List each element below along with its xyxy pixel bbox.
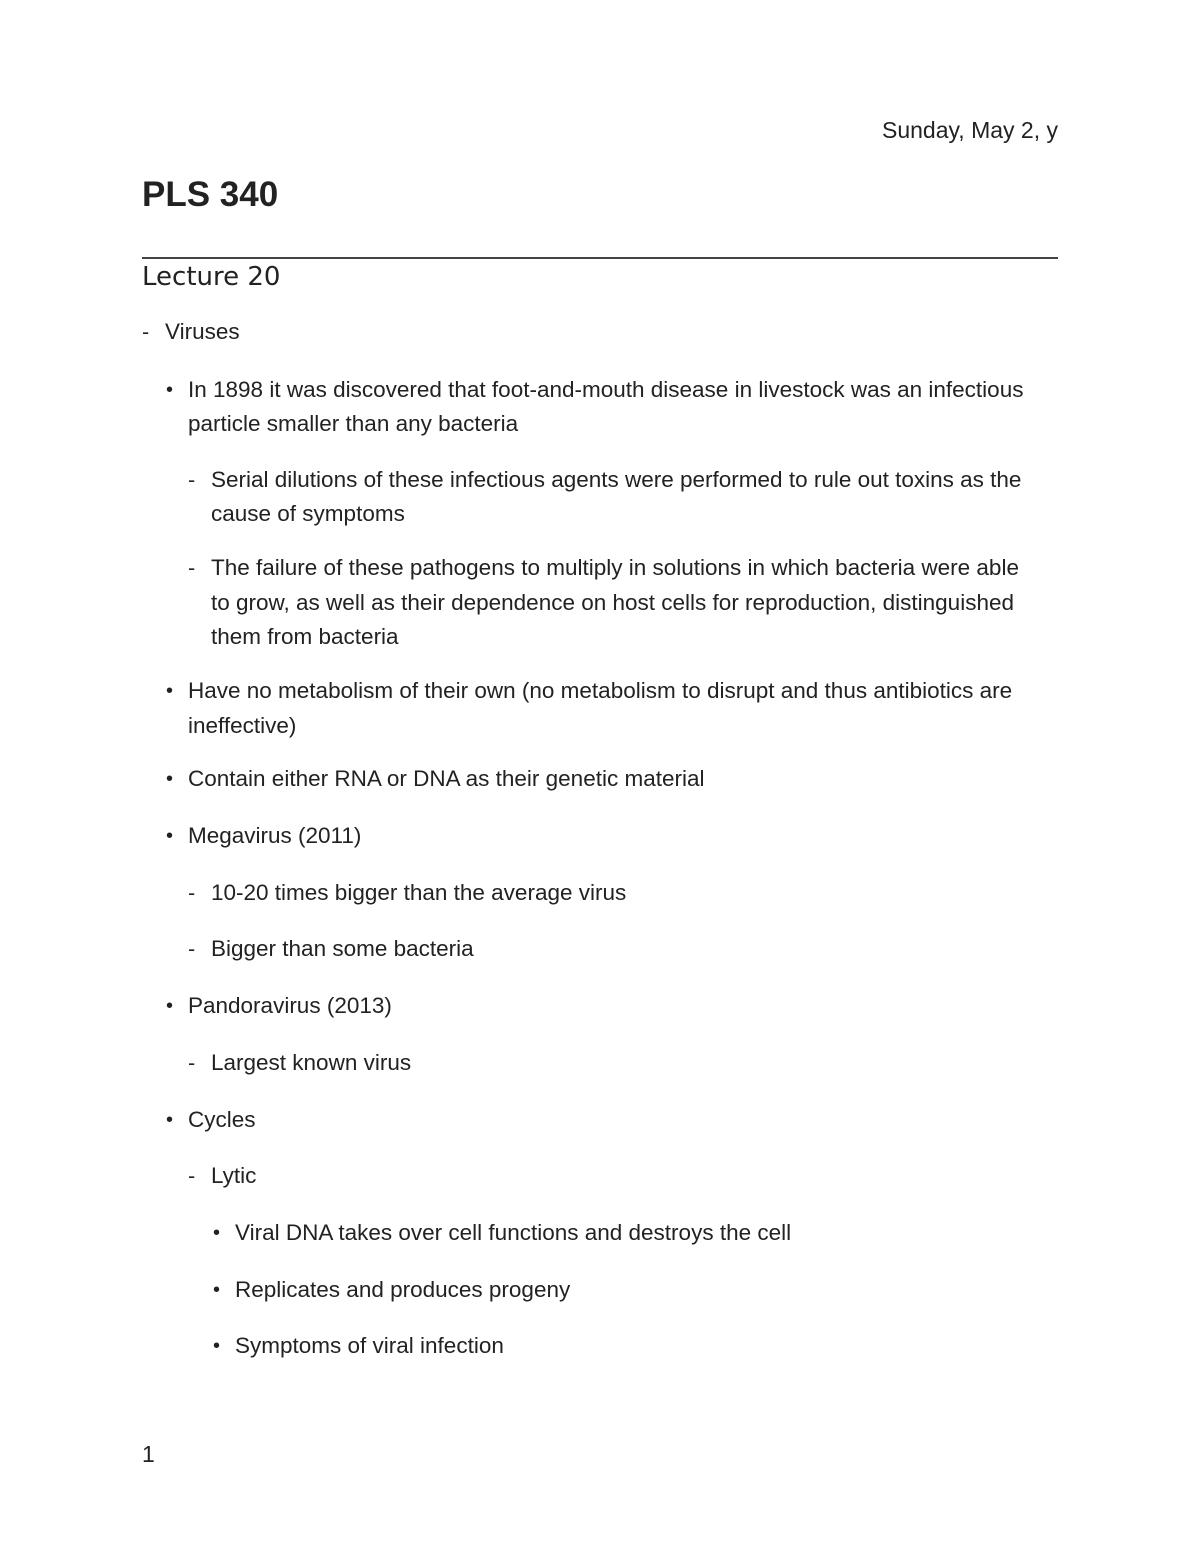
bullet-marker: • xyxy=(166,768,174,790)
outline-item-lytic: Lytic xyxy=(211,1163,257,1188)
outline-item-symptoms: Symptoms of viral infection xyxy=(235,1333,504,1358)
page-number: 1 xyxy=(142,1441,155,1467)
outline-item-megavirus-size: 10-20 times bigger than the average virus xyxy=(211,880,627,905)
bullet-marker: • xyxy=(166,995,174,1017)
dash-marker: - xyxy=(188,1164,196,1188)
outline-item-cycles: Cycles xyxy=(188,1107,256,1132)
outline-item-viruses: Viruses xyxy=(165,319,240,344)
outline-item-megavirus: Megavirus (2011) xyxy=(188,823,362,848)
outline-item-replicates: Replicates and produces progeny xyxy=(235,1277,571,1302)
title-divider xyxy=(142,257,1058,259)
outline-item-genetic-material: Contain either RNA or DNA as their genetic material xyxy=(188,766,705,791)
bullet-marker: • xyxy=(213,1222,221,1244)
outline-item-bigger-than-bacteria: Bigger than some bacteria xyxy=(211,936,474,961)
dash-marker: - xyxy=(188,1051,196,1075)
dash-marker: - xyxy=(188,468,196,492)
outline-item-metabolism-line-2: ineffective) xyxy=(188,713,297,738)
bullet-marker: • xyxy=(213,1279,221,1301)
dash-marker: - xyxy=(188,937,196,961)
bullet-marker: • xyxy=(166,379,174,401)
bullet-marker: • xyxy=(166,825,174,847)
bullet-marker: • xyxy=(166,680,174,702)
outline-item-metabolism-line-1: Have no metabolism of their own (no metabolism to disrupt and thus antibiotics are xyxy=(188,678,1013,703)
outline-item-1898-line-1: In 1898 it was discovered that foot-and-mouth disease in livestock was an infectious xyxy=(188,377,1024,402)
outline-item-failure-line-3: them from bacteria xyxy=(211,624,399,649)
dash-marker: - xyxy=(188,881,196,905)
outline-item-pandoravirus: Pandoravirus (2013) xyxy=(188,993,392,1018)
outline-item-serial-dilutions-line-1: Serial dilutions of these infectious agents were performed to rule out toxins as the xyxy=(211,467,1022,492)
outline-item-1898-line-2: particle smaller than any bacteria xyxy=(188,411,519,436)
dash-marker: - xyxy=(188,556,196,580)
outline-item-largest-virus: Largest known virus xyxy=(211,1050,412,1075)
course-title: PLS 340 xyxy=(142,175,279,214)
bullet-marker: • xyxy=(166,1109,174,1131)
outline-item-serial-dilutions-line-2: cause of symptoms xyxy=(211,501,405,526)
outline-item-viral-dna: Viral DNA takes over cell functions and destroys the cell xyxy=(235,1220,792,1245)
bullet-marker: • xyxy=(213,1335,221,1357)
document-date: Sunday, May 2, y xyxy=(882,117,1058,143)
outline-item-failure-line-1: The failure of these pathogens to multiply in solutions in which bacteria were able xyxy=(211,555,1019,580)
outline-item-failure-line-2: to grow, as well as their dependence on host cells for reproduction, distinguished xyxy=(211,590,1014,615)
dash-marker: - xyxy=(142,320,150,344)
lecture-heading: Lecture 20 xyxy=(142,262,281,292)
